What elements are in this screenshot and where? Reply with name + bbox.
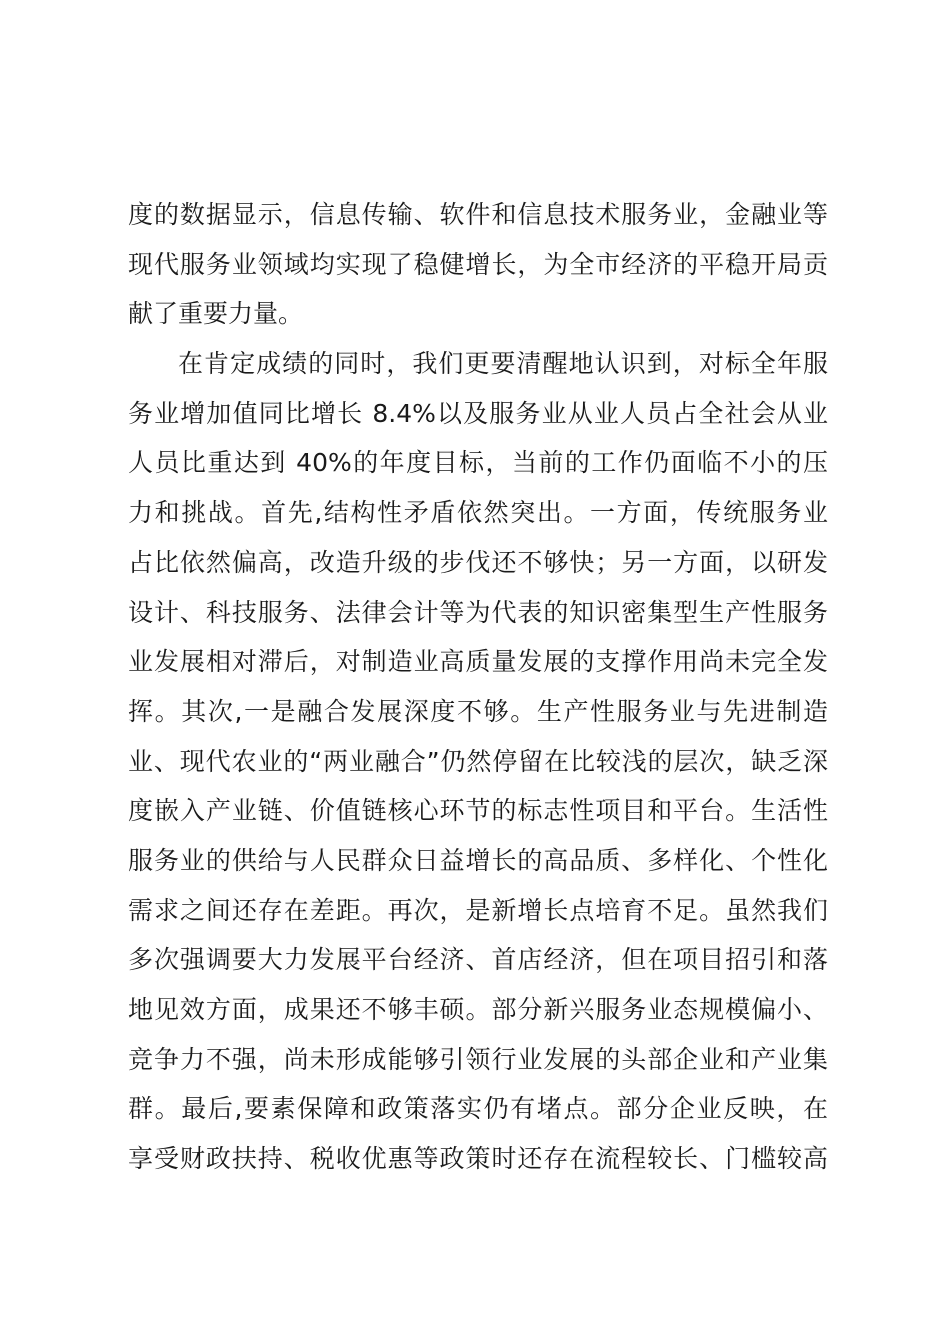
text-line: 服务业的供给与人民群众日益增长的高品质、多样化、个性化 — [128, 845, 828, 875]
text-line: 业发展相对滞后，对制造业高质量发展的支撑作用尚未完全发 — [128, 647, 828, 677]
text-line: 度嵌入产业链、价值链核心环节的标志性项目和平台。生活性 — [128, 796, 828, 826]
text-line: 地见效方面，成果还不够丰硕。部分新兴服务业态规模偏小、 — [128, 995, 828, 1024]
text-line: 业、现代农业的“两业融合”仍然停留在比较浅的层次，缺乏深 — [128, 746, 828, 776]
body-text — [128, 190, 828, 1184]
text-line: 人员比重达到 40%的年度目标，当前的工作仍面临不小的压 — [128, 448, 828, 478]
text-line: 现代服务业领域均实现了稳健增长，为全市经济的平稳开局贡 — [128, 249, 828, 279]
text-line: 度的数据显示，信息传输、软件和信息技术服务业，金融业等 — [128, 200, 828, 229]
text-line: 多次强调要大力发展平台经济、首店经济，但在项目招引和落 — [128, 945, 828, 975]
text-line: 务业增加值同比增长 8.4%以及服务业从业人员占全社会从业 — [128, 398, 828, 428]
text-line: 献了重要力量。 — [128, 299, 304, 329]
text-line: 享受财政扶持、税收优惠等政策时还存在流程较长、门槛较高 — [128, 1144, 828, 1174]
text-line: 力和挑战。首先,结构性矛盾依然突出。一方面，传统服务业 — [128, 498, 828, 528]
text-line: 需求之间还存在差距。再次，是新增长点培育不足。虽然我们 — [128, 895, 828, 925]
text-line: 设计、科技服务、法律会计等为代表的知识密集型生产性服务 — [128, 597, 828, 627]
text-line: 占比依然偏高，改造升级的步伐还不够快；另一方面，以研发 — [128, 547, 828, 577]
text-line: 竞争力不强，尚未形成能够引领行业发展的头部企业和产业集 — [128, 1044, 828, 1074]
text-line: 挥。其次,一是融合发展深度不够。生产性服务业与先进制造 — [128, 696, 828, 726]
text-line: 群。最后,要素保障和政策落实仍有堵点。部分企业反映，在 — [128, 1094, 828, 1124]
paragraph-first-line: 在肯定成绩的同时，我们更要清醒地认识到，对标全年服 — [178, 349, 828, 379]
